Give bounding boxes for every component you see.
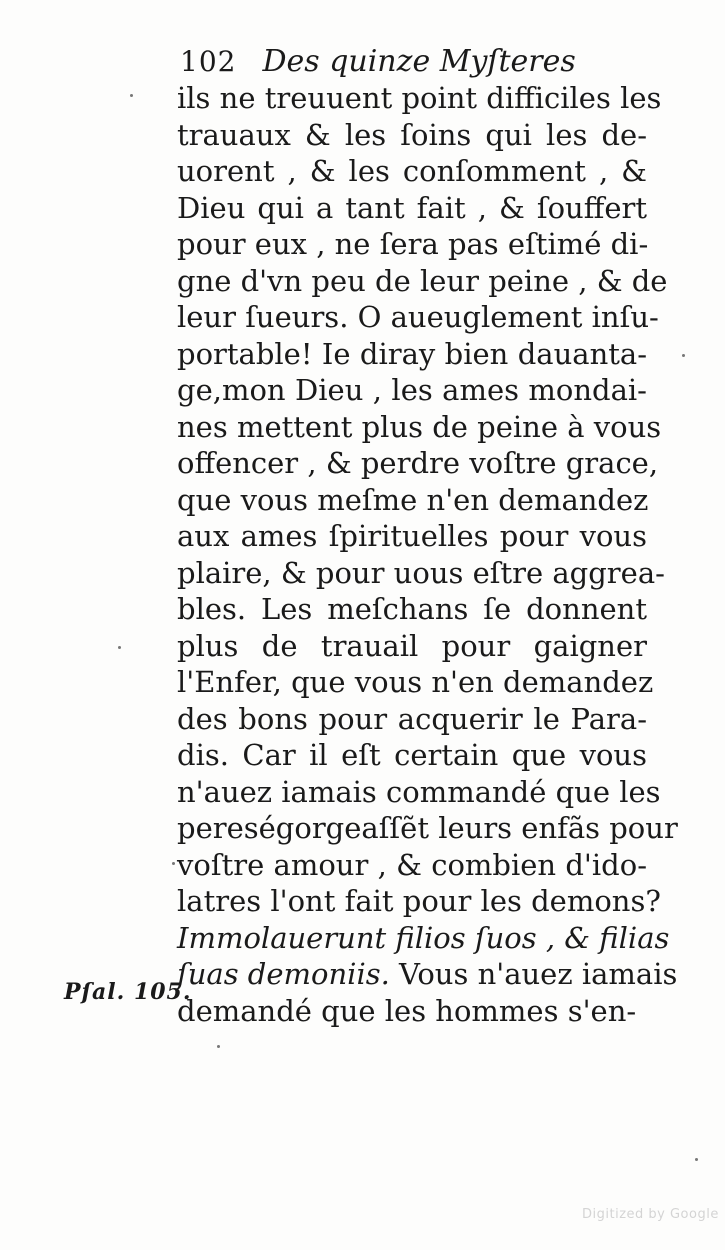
text-line: plus de trauail pour gaigner — [177, 628, 647, 663]
text-line: l'Enfer, que vous n'en demandez — [177, 665, 654, 699]
latin-quote-line: Immolauerunt filios ſuos , & filias — [177, 920, 670, 955]
text-line-mixed — [177, 956, 678, 993]
margin-citation: Pſal. 105. — [64, 979, 192, 1005]
text-line: demandé que les hommes s'en- — [177, 993, 637, 1028]
text-line-rest: Vous n'auez iamais — [389, 957, 678, 991]
latin-quote-end: ſuas demoniis. — [177, 957, 390, 991]
text-line: pour eux , ne ſera pas eſtimé di- — [177, 227, 649, 261]
text-line: portable! Ie diray bien dauanta- — [177, 336, 647, 371]
ink-speck — [682, 354, 685, 357]
running-title: Des quinze Myſteres — [262, 44, 576, 79]
text-line: ge,mon Dieu , les ames mondai- — [177, 373, 647, 407]
text-line: trauaux & les ſoins qui les de- — [177, 117, 647, 152]
text-line: voſtre amour , & combien d'ido- — [177, 847, 647, 882]
text-line: gne d'vn peu de leur peine , & de — [177, 263, 668, 298]
page-number: 102 — [180, 45, 237, 78]
ink-speck — [172, 862, 175, 865]
ink-speck — [217, 1045, 220, 1048]
text-line: ils ne treuuent point difficiles les — [177, 81, 662, 115]
text-line: aux ames ſpirituelles pour vous — [177, 519, 647, 553]
body-text — [177, 80, 678, 1029]
text-line: bles. Les meſchans ſe donnent — [177, 592, 647, 626]
text-line: pereségorgeaſſẽt leurs enfãs pour — [177, 811, 678, 845]
text-line: n'auez iamais commandé que les — [177, 774, 661, 809]
watermark: Digitized by Google — [582, 1207, 719, 1222]
text-line: que vous meſme n'en demandez — [177, 482, 649, 517]
text-line: offencer , & perdre voſtre grace, — [177, 446, 659, 480]
text-line: plaire, & pour uous eſtre aggrea- — [177, 555, 665, 590]
ink-speck — [118, 646, 121, 649]
text-line: latres l'ont fait pour les demons? — [177, 884, 661, 918]
ink-speck — [130, 94, 133, 97]
text-line: uorent , & les conſomment , & — [177, 154, 647, 188]
text-line: nes mettent plus de peine à vous — [177, 409, 662, 444]
ink-speck — [695, 1158, 698, 1161]
text-line: dis. Car il eſt certain que vous — [177, 738, 647, 772]
running-head — [180, 40, 576, 84]
text-line: leur ſueurs. O aueuglement inſu- — [177, 300, 659, 334]
text-line: Dieu qui a tant fait , & ſouffert — [177, 190, 647, 225]
text-line: des bons pour acquerir le Para- — [177, 701, 647, 736]
